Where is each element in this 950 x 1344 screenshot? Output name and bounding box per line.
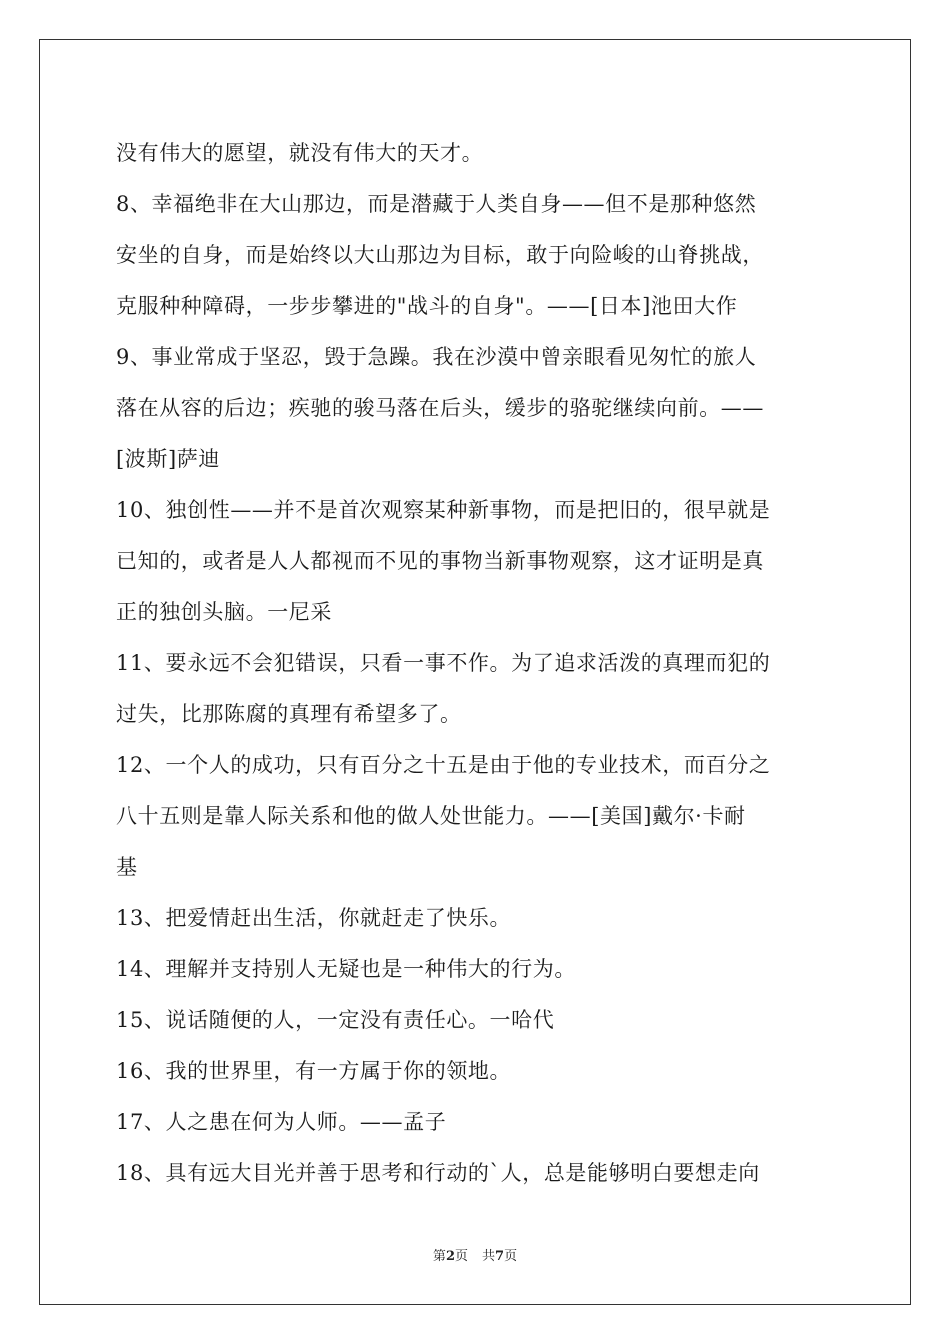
text-line: 八十五则是靠人际关系和他的做人处世能力。——[美国]戴尔·卡耐 <box>116 804 746 828</box>
text-line: 16、我的世界里，有一方属于你的领地。 <box>116 1059 512 1083</box>
page-footer <box>0 1245 950 1264</box>
text-line: 10、独创性——并不是首次观察某种新事物，而是把旧的，很早就是 <box>116 498 771 522</box>
text-line: 14、理解并支持别人无疑也是一种伟大的行为。 <box>116 957 576 981</box>
footer-total-prefix: 共 <box>482 1249 496 1264</box>
footer-total-suffix: 页 <box>504 1249 518 1264</box>
document-body <box>116 128 836 1199</box>
text-line: 已知的，或者是人人都视而不见的事物当新事物观察，这才证明是真 <box>116 549 764 573</box>
text-line: 安坐的自身，而是始终以大山那边为目标，敢于向险峻的山脊挑战， <box>116 243 764 267</box>
text-line: [波斯]萨迪 <box>116 447 220 471</box>
text-line: 8、幸福绝非在大山那边，而是潜藏于人类自身——但不是那种悠然 <box>116 192 757 216</box>
text-line: 17、人之患在何为人师。——孟子 <box>116 1110 447 1134</box>
footer-prefix: 第 <box>432 1249 446 1264</box>
text-line: 克服种种障碍，一步步攀进的"战斗的自身"。——[日本]池田大作 <box>116 294 738 318</box>
text-line: 18、具有远大目光并善于思考和行动的`人，总是能够明白要想走向 <box>116 1161 760 1185</box>
text-line: 基 <box>116 855 138 879</box>
text-line: 15、说话随便的人，一定没有责任心。一哈代 <box>116 1008 555 1032</box>
current-page-number: 2 <box>445 1249 455 1264</box>
text-line: 9、事业常成于坚忍，毁于急躁。我在沙漠中曾亲眼看见匆忙的旅人 <box>116 345 757 369</box>
text-line: 落在从容的后边；疾驰的骏马落在后头，缓步的骆驼继续向前。—— <box>116 396 764 420</box>
footer-page-word: 页 <box>454 1249 468 1264</box>
total-page-number: 7 <box>495 1249 505 1264</box>
text-line: 没有伟大的愿望，就没有伟大的天才。 <box>116 141 484 165</box>
text-line: 13、把爱情赶出生活，你就赶走了快乐。 <box>116 906 512 930</box>
text-line: 11、要永远不会犯错误，只看一事不作。为了追求活泼的真理而犯的 <box>116 651 771 675</box>
text-line: 12、一个人的成功，只有百分之十五是由于他的专业技术，而百分之 <box>116 753 771 777</box>
text-line: 正的独创头脑。一尼采 <box>116 600 332 624</box>
text-line: 过失，比那陈腐的真理有希望多了。 <box>116 702 462 726</box>
